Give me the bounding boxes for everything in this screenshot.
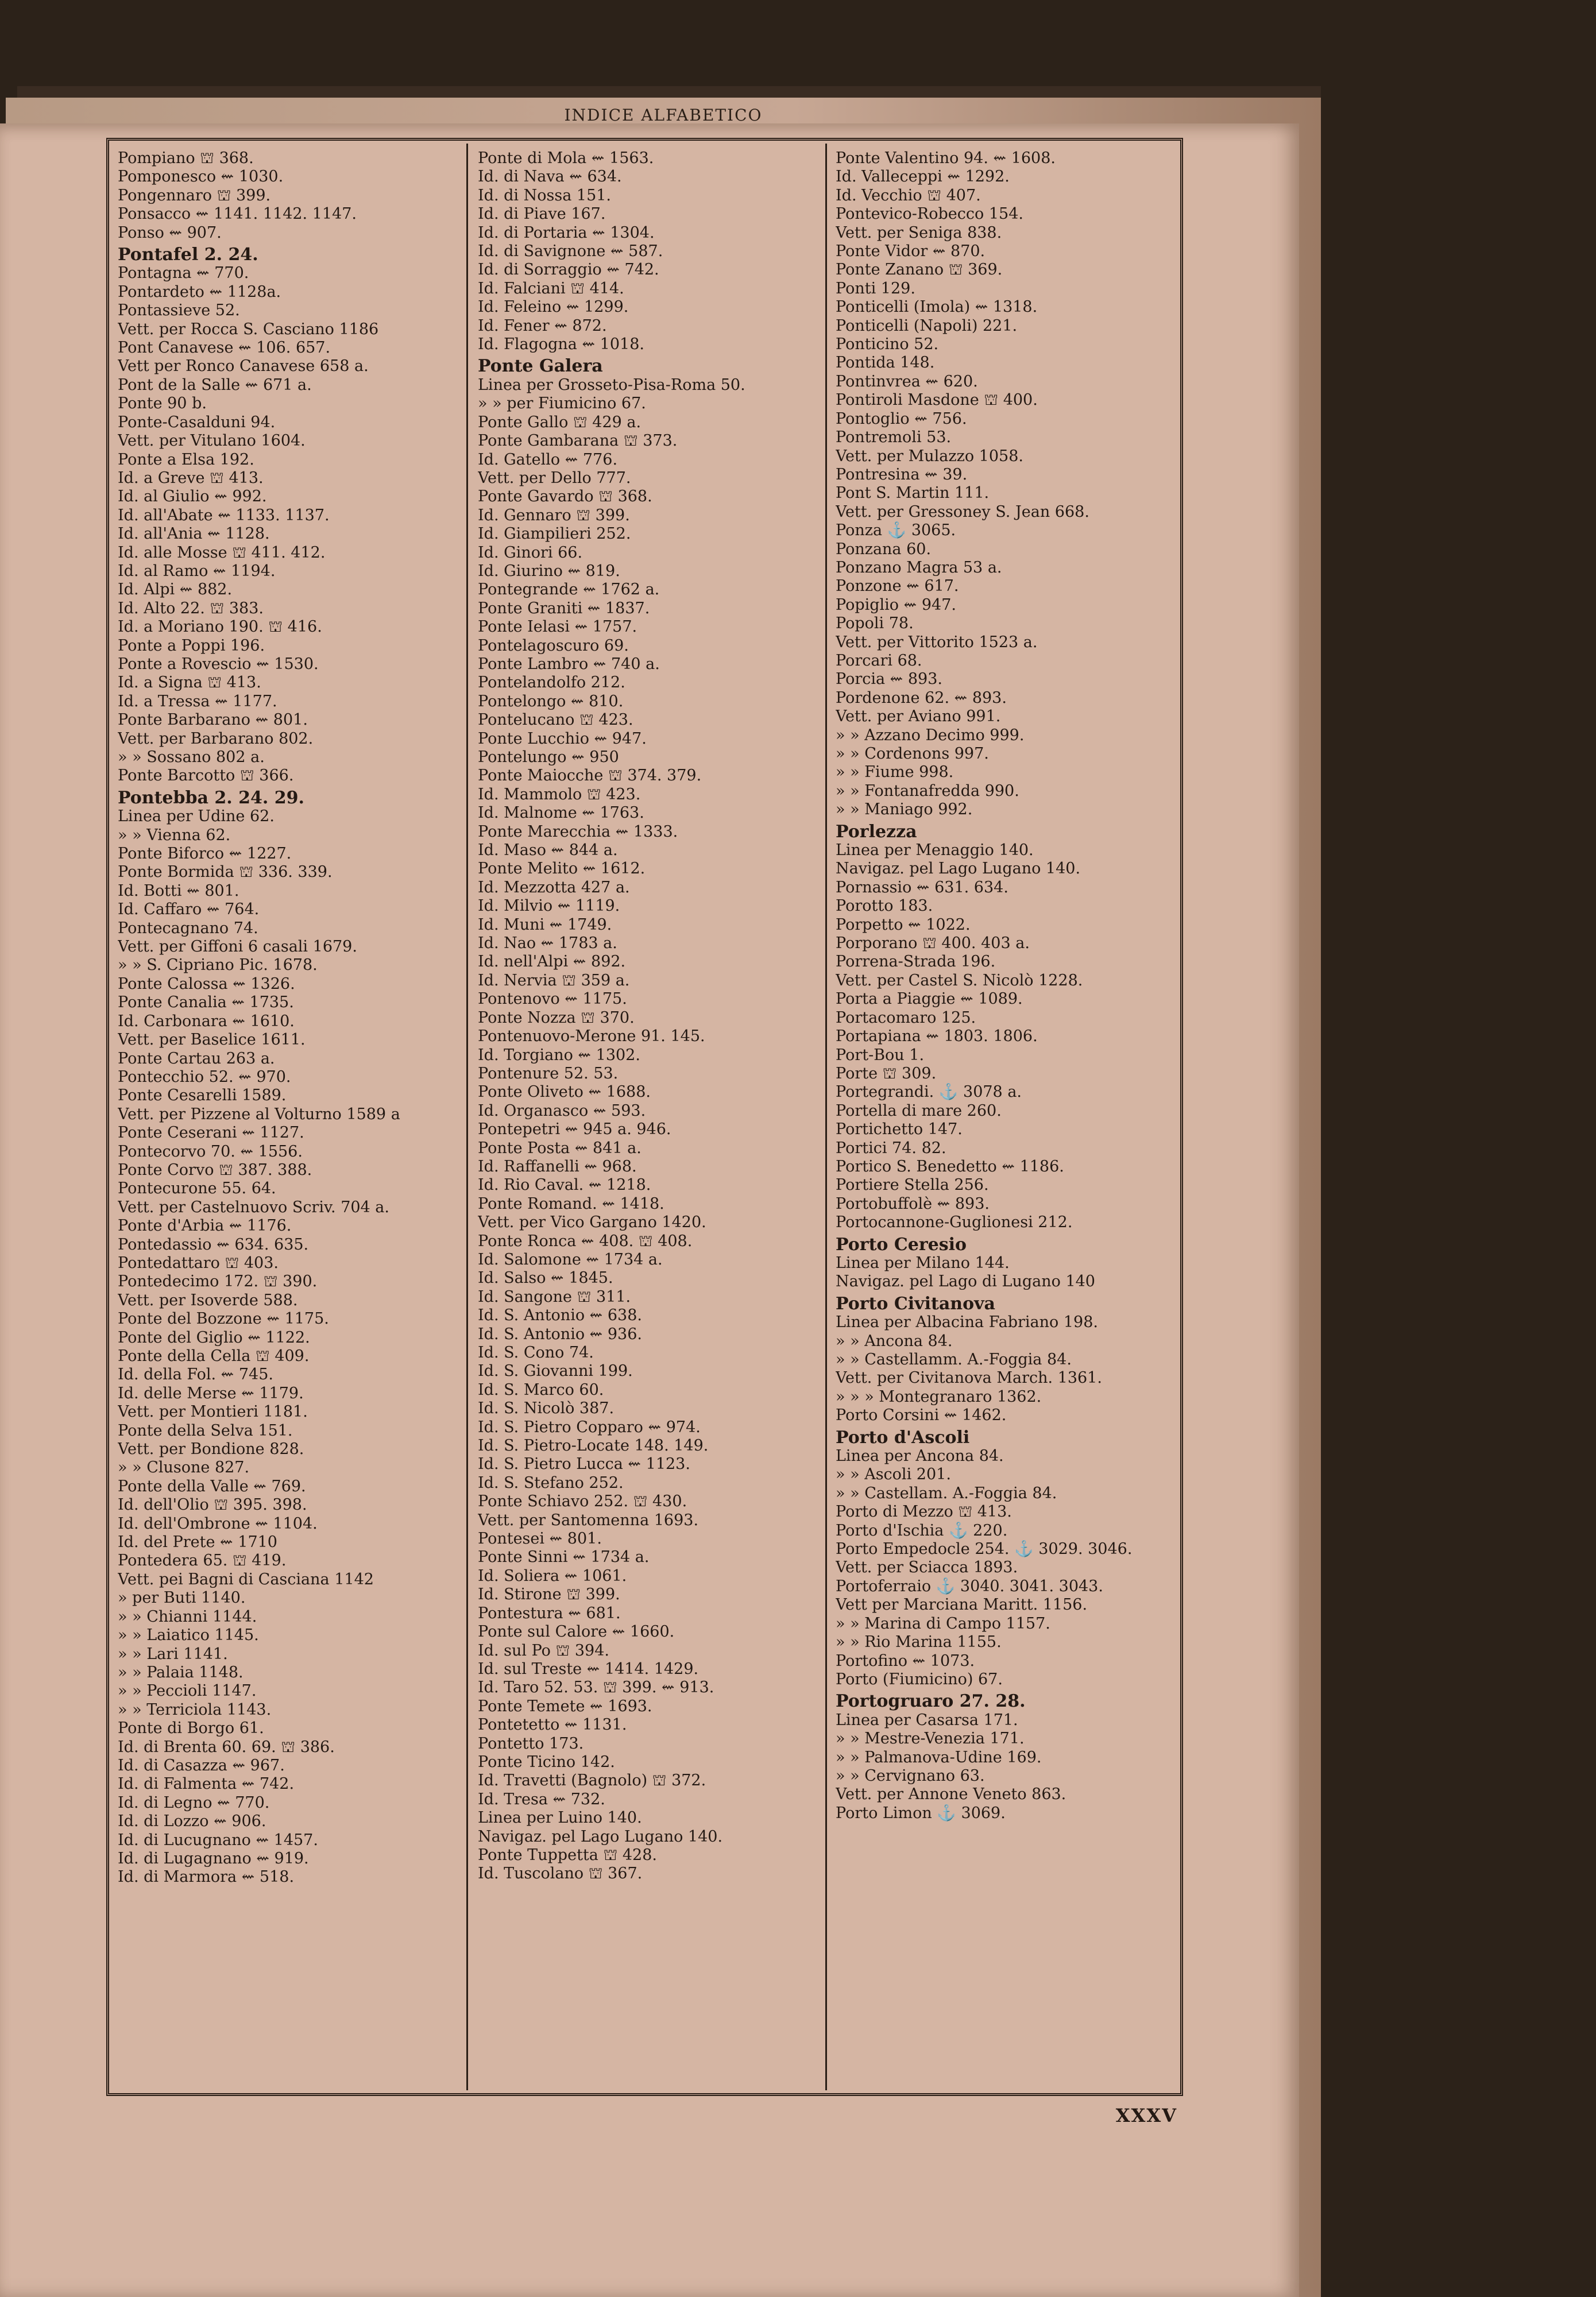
running-head: INDICE ALFABETICO (564, 106, 763, 125)
index-heading: Portogruaro 27. 28. (836, 1692, 1026, 1711)
index-entry: Ponzone ⇜ 617. (836, 577, 959, 595)
index-entry: Pontresina ⇜ 39. (836, 465, 968, 484)
index-entry: Vett. per Castelnuovo Scriv. 704 a. (118, 1198, 389, 1216)
index-entry: Id. S. Antonio ⇜ 638. (478, 1306, 642, 1325)
index-entry: Vett. per Annone Veneto 863. (836, 1785, 1066, 1804)
index-entry: Porrena-Strada 196. (836, 953, 996, 971)
index-entry: Id. di Marmora ⇜ 518. (118, 1868, 295, 1886)
index-entry: » » Cervignano 63. (836, 1766, 985, 1785)
index-entry: Pontetetto ⇜ 1131. (478, 1716, 627, 1734)
index-entry: Vett. per Pizzene al Volturno 1589 a (118, 1105, 400, 1123)
index-entry: Id. Torgiano ⇜ 1302. (478, 1046, 640, 1064)
index-entry: Ponte a Elsa 192. (118, 450, 254, 469)
index-entry: Porporano ⛫ 400. 403 a. (836, 934, 1030, 953)
index-entry: Linea per Menaggio 140. (836, 841, 1034, 860)
index-entry: » » Mestre-Venezia 171. (836, 1730, 1025, 1748)
index-entry: Id. Fener ⇜ 872. (478, 316, 607, 335)
index-entry: Ponte Temete ⇜ 1693. (478, 1697, 652, 1715)
index-entry: » » Peccioli 1147. (118, 1682, 257, 1700)
index-entry: Id. Stirone ⛫ 399. (478, 1586, 620, 1604)
index-entry: » » Azzano Decimo 999. (836, 726, 1025, 744)
index-entry: Id. a Tressa ⇜ 1177. (118, 692, 277, 710)
index-entry: Porto (Fiumicino) 67. (836, 1670, 1003, 1688)
column-rule (825, 144, 827, 2090)
index-entry: » » Maniago 992. (836, 801, 973, 819)
index-entry: Id. di Falmenta ⇜ 742. (118, 1775, 295, 1793)
index-entry: Ponte del Bozzone ⇜ 1175. (118, 1310, 329, 1328)
index-entry: Id. Salomone ⇜ 1734 a. (478, 1250, 663, 1269)
index-entry: Vett. per Montieri 1181. (118, 1403, 308, 1421)
index-entry: Pontedera 65. ⛫ 419. (118, 1552, 287, 1570)
index-entry: Ponso ⇜ 907. (118, 223, 222, 242)
index-entry: Porto Empedocle 254. ⚓ 3029. 3046. (836, 1540, 1133, 1559)
index-entry: Ponte Lucchio ⇜ 947. (478, 729, 647, 748)
index-entry: Ponte Schiavo 252. ⛫ 430. (478, 1492, 687, 1511)
index-entry: Ponte Ticino 142. (478, 1753, 615, 1771)
index-entry: Vett. per Bondione 828. (118, 1440, 304, 1459)
index-entry: Porpetto ⇜ 1022. (836, 915, 971, 934)
index-entry: Id. Flagogna ⇜ 1018. (478, 335, 644, 354)
index-entry: Id. S. Pietro Copparo ⇜ 974. (478, 1418, 701, 1436)
index-entry: » » Castellamm. A.-Foggia 84. (836, 1351, 1072, 1368)
index-entry: Pontenovo ⇜ 1175. (478, 990, 627, 1008)
index-entry: Porcari 68. (836, 651, 922, 670)
index-entry: Portofino ⇜ 1073. (836, 1652, 975, 1670)
index-entry: Portobuffolè ⇜ 893. (836, 1194, 990, 1213)
index-entry: Vett per Ronco Canavese 658 a. (118, 357, 369, 376)
index-entry: » » Vienna 62. (118, 826, 231, 844)
index-entry: Id. Organasco ⇜ 593. (478, 1101, 646, 1120)
index-entry: Id. di Piave 167. (478, 205, 606, 223)
index-entry: Pont Canavese ⇜ 106. 657. (118, 339, 331, 357)
index-entry: Pontenure 52. 53. (478, 1064, 619, 1082)
index-entry: Id. Travetti (Bagnolo) ⛫ 372. (478, 1772, 706, 1790)
index-entry: Id. Feleino ⇜ 1299. (478, 298, 629, 316)
index-entry: » » Terriciola 1143. (118, 1700, 272, 1719)
index-entry: Vett. per Aviano 991. (836, 707, 1001, 726)
index-entry: Ponte d'Arbia ⇜ 1176. (118, 1217, 292, 1235)
index-entry: Id. Carbonara ⇜ 1610. (118, 1012, 295, 1030)
index-entry: Id. Nao ⇜ 1783 a. (478, 934, 617, 953)
index-entry: Pontassieve 52. (118, 301, 240, 320)
index-entry: Id. di Lozzo ⇜ 906. (118, 1812, 266, 1831)
index-entry: Vett. per Giffoni 6 casali 1679. (118, 938, 357, 956)
index-entry: Pontelongo ⇜ 810. (478, 692, 624, 710)
index-entry: Pontetto 173. (478, 1734, 584, 1753)
index-entry: Id. Mammolo ⛫ 423. (478, 785, 641, 803)
index-entry: Linea per Udine 62. (118, 807, 275, 826)
index-entry: Pordenone 62. ⇜ 893. (836, 689, 1007, 707)
index-entry: Id. Mezzotta 427 a. (478, 878, 630, 896)
index-entry: Portichetto 147. (836, 1120, 963, 1139)
index-heading: Ponte Galera (478, 357, 603, 376)
index-entry: Id. della Fol. ⇜ 745. (118, 1366, 273, 1384)
index-entry: » » Palaia 1148. (118, 1663, 244, 1681)
index-entry: Portocannone-Guglionesi 212. (836, 1213, 1073, 1232)
index-entry: Id. S. Pietro Lucca ⇜ 1123. (478, 1455, 690, 1474)
index-entry: Id. Malnome ⇜ 1763. (478, 804, 644, 822)
index-entry: » » Ascoli 201. (836, 1465, 951, 1484)
index-entry: » » Sossano 802 a. (118, 748, 265, 766)
index-entry: Ponte Cartau 263 a. (118, 1049, 275, 1068)
index-entry: Id. Gatello ⇜ 776. (478, 450, 618, 469)
index-entry: Ponte di Borgo 61. (118, 1719, 264, 1738)
index-entry: Ponte del Giglio ⇜ 1122. (118, 1328, 310, 1347)
index-entry: Id. S. Nicolò 387. (478, 1399, 615, 1418)
index-entry: Pontelandolfo 212. (478, 674, 625, 692)
index-entry: Ponte Graniti ⇜ 1837. (478, 599, 650, 617)
index-entry: Portici 74. 82. (836, 1139, 946, 1157)
index-entry: Vett. pei Bagni di Casciana 1142 (118, 1570, 374, 1588)
index-entry: » » S. Cipriano Pic. 1678. (118, 956, 318, 975)
index-entry: Id. Alto 22. ⛫ 383. (118, 599, 264, 617)
index-entry: Id. Gennaro ⛫ 399. (478, 506, 630, 524)
index-entry: Pontedecimo 172. ⛫ 390. (118, 1273, 318, 1291)
index-entry: Id. Nervia ⛫ 359 a. (478, 971, 630, 989)
index-entry: Navigaz. pel Lago di Lugano 140 (836, 1273, 1095, 1291)
index-entry: Ponte Gambarana ⛫ 373. (478, 432, 678, 450)
index-entry: Vett. per Sciacca 1893. (836, 1559, 1018, 1577)
index-entry: Vett. per Gressoney S. Jean 668. (836, 502, 1089, 521)
index-entry: Ponte Maiocche ⛫ 374. 379. (478, 767, 702, 785)
index-entry: Pontestura ⇜ 681. (478, 1604, 621, 1622)
index-entry: Id. S. Pietro-Locate 148. 149. (478, 1437, 709, 1455)
index-entry: Ponte a Rovescio ⇜ 1530. (118, 655, 319, 673)
index-entry: Id. Muni ⇜ 1749. (478, 915, 612, 934)
index-entry: Pontecurone 55. 64. (118, 1180, 276, 1198)
index-heading: Pontebba 2. 24. 29. (118, 788, 304, 808)
index-entry: » » Fiume 998. (836, 763, 954, 782)
index-entry: Ponte Barcotto ⛫ 366. (118, 767, 294, 785)
index-entry: » » Laiatico 1145. (118, 1626, 259, 1645)
index-entry: Vett. per Castel S. Nicolò 1228. (836, 971, 1083, 989)
index-entry: Id. Tuscolano ⛫ 367. (478, 1865, 643, 1883)
index-entry: Porto d'Ischia ⚓ 220. (836, 1521, 1008, 1540)
index-entry: Navigaz. pel Lago Lugano 140. (836, 860, 1081, 878)
index-entry: Id. Caffaro ⇜ 764. (118, 900, 260, 919)
index-entry: » » Cordenons 997. (836, 745, 989, 763)
index-entry: Id. Ginori 66. (478, 543, 583, 562)
index-entry: Id. di Legno ⇜ 770. (118, 1793, 270, 1812)
index-entry: Vett. per Vittorito 1523 a. (836, 633, 1038, 651)
index-entry: Linea per Ancona 84. (836, 1447, 1004, 1465)
index-entry: Pontecchio 52. ⇜ 970. (118, 1068, 291, 1086)
index-entry: Porto di Mezzo ⛫ 413. (836, 1503, 1012, 1521)
index-entry: Porto Corsini ⇜ 1462. (836, 1406, 1007, 1425)
index-entry: Id. Soliera ⇜ 1061. (478, 1567, 627, 1585)
index-entry: Ponticelli (Napoli) 221. (836, 316, 1018, 335)
index-entry: Id. S. Antonio ⇜ 936. (478, 1325, 642, 1343)
index-entry: Pontegrande ⇜ 1762 a. (478, 581, 660, 599)
index-entry: Id. nell'Alpi ⇜ 892. (478, 953, 626, 971)
index-entry: Pontecorvo 70. ⇜ 1556. (118, 1142, 303, 1161)
index-entry: Ponte Calossa ⇜ 1326. (118, 975, 295, 993)
index-entry: Porotto 183. (836, 897, 933, 915)
index-entry: Id. al Giulio ⇜ 992. (118, 488, 267, 506)
index-entry: Id. S. Marco 60. (478, 1380, 604, 1399)
index-entry: Pontepetri ⇜ 945 a. 946. (478, 1120, 671, 1139)
index-entry: Ponte Ronca ⇜ 408. ⛫ 408. (478, 1232, 693, 1250)
index-entry: Ponte Romand. ⇜ 1418. (478, 1194, 664, 1213)
index-entry: Ponsacco ⇜ 1141. 1142. 1147. (118, 205, 357, 223)
index-entry: Ponte della Selva 151. (118, 1421, 293, 1440)
index-entry: Vett. per Vitulano 1604. (118, 432, 306, 450)
index-entry: Pompiano ⛫ 368. (118, 149, 254, 167)
index-entry: Id. di Savignone ⇜ 587. (478, 242, 663, 261)
index-entry: Id. a Greve ⛫ 413. (118, 469, 264, 487)
index-entry: Id. di Sorraggio ⇜ 742. (478, 261, 659, 279)
index-entry: Portoferraio ⚓ 3040. 3041. 3043. (836, 1577, 1103, 1595)
index-heading: Porto Ceresio (836, 1235, 967, 1254)
index-column-3 (836, 149, 1180, 2085)
index-entry: Portella di mare 260. (836, 1101, 1002, 1120)
index-entry: Pontedattaro ⛫ 403. (118, 1254, 279, 1272)
index-entry: Vett. per Barbarano 802. (118, 729, 314, 748)
index-entry: Id. Raffanelli ⇜ 968. (478, 1157, 637, 1175)
index-entry: Id. Falciani ⛫ 414. (478, 279, 624, 297)
index-column-1 (118, 149, 462, 2085)
index-entry: Ponte sul Calore ⇜ 1660. (478, 1623, 675, 1641)
index-entry: Id. di Nossa 151. (478, 186, 612, 204)
index-entry: Id. di Portaria ⇜ 1304. (478, 223, 655, 242)
index-entry: Pont S. Martin 111. (836, 484, 990, 502)
index-entry: Vett. per Isoverde 588. (118, 1291, 298, 1309)
index-entry: Portapiana ⇜ 1803. 1806. (836, 1027, 1038, 1046)
index-entry: Id. Botti ⇜ 801. (118, 881, 239, 900)
index-entry: Id. Milvio ⇜ 1119. (478, 897, 620, 915)
index-entry: Ponte-Casalduni 94. (118, 413, 276, 431)
index-entry: Id. all'Ania ⇜ 1128. (118, 525, 270, 543)
index-entry: Ponte Nozza ⛫ 370. (478, 1008, 635, 1027)
index-entry: » » Chianni 1144. (118, 1607, 257, 1626)
page-number: XXXV (1115, 2105, 1177, 2126)
index-entry: Id. delle Merse ⇜ 1179. (118, 1384, 304, 1402)
index-entry: Id. all'Abate ⇜ 1133. 1137. (118, 506, 330, 524)
index-entry: Id. alle Mosse ⛫ 411. 412. (118, 543, 326, 562)
index-entry: Pontecagnano 74. (118, 919, 258, 937)
index-entry: Vett per Marciana Maritt. 1156. (836, 1596, 1088, 1614)
index-entry: Pontida 148. (836, 354, 935, 372)
index-entry: Id. S. Giovanni 199. (478, 1362, 633, 1380)
index-entry: Id. S. Stefano 252. (478, 1474, 624, 1492)
index-entry: Ponte a Poppi 196. (118, 636, 265, 655)
index-entry: » per Buti 1140. (118, 1589, 246, 1607)
index-entry: Ponti 129. (836, 279, 915, 297)
index-entry: Ponte Lambro ⇜ 740 a. (478, 655, 660, 673)
index-entry: Ponte Marecchia ⇜ 1333. (478, 822, 678, 841)
index-entry: Id. di Casazza ⇜ 967. (118, 1756, 285, 1774)
index-entry: Pontesei ⇜ 801. (478, 1530, 602, 1548)
index-entry: » » Castellam. A.-Foggia 84. (836, 1484, 1057, 1502)
index-entry: Ponte Gavardo ⛫ 368. (478, 488, 652, 506)
index-entry: Pontagna ⇜ 770. (118, 264, 249, 283)
index-entry: Popoli 78. (836, 614, 914, 633)
index-entry: Id. sul Po ⛫ 394. (478, 1641, 610, 1660)
index-entry: Id. Salso ⇜ 1845. (478, 1269, 613, 1287)
index-entry: Vett. per Santomenna 1693. (478, 1511, 699, 1529)
index-entry: Ponte Tuppetta ⛫ 428. (478, 1846, 657, 1864)
index-entry: Ponte Ielasi ⇜ 1757. (478, 618, 637, 636)
index-entry: Id. Sangone ⛫ 311. (478, 1287, 631, 1306)
index-entry: Portiere Stella 256. (836, 1176, 989, 1194)
index-entry: Pontinvrea ⇜ 620. (836, 372, 978, 390)
index-entry: Ponte Biforco ⇜ 1227. (118, 845, 292, 863)
index-entry: Id. a Moriano 190. ⛫ 416. (118, 618, 322, 636)
index-entry: Pontelagoscuro 69. (478, 636, 629, 655)
index-entry: Linea per Grosseto-Pisa-Roma 50. (478, 376, 745, 394)
index-entry: Vett. per Vico Gargano 1420. (478, 1213, 706, 1232)
index-entry: Portegrandi. ⚓ 3078 a. (836, 1083, 1022, 1101)
index-entry: Linea per Casarsa 171. (836, 1711, 1018, 1729)
index-entry: Ponte Posta ⇜ 841 a. (478, 1139, 642, 1157)
index-entry: Pontiroli Masdone ⛫ 400. (836, 391, 1038, 409)
index-entry: Vett. per Seniga 838. (836, 223, 1002, 242)
index-entry: Ponte Barbarano ⇜ 801. (118, 711, 308, 729)
index-entry: Pontoglio ⇜ 756. (836, 409, 967, 428)
index-entry: Ponte Gallo ⛫ 429 a. (478, 413, 642, 431)
index-entry: Id. del Prete ⇜ 1710 (118, 1533, 277, 1552)
index-entry: Ponza ⚓ 3065. (836, 521, 956, 540)
index-entry: » » Lari 1141. (118, 1645, 228, 1663)
index-entry: Linea per Milano 144. (836, 1254, 1010, 1272)
index-entry: Vett. per Baselice 1611. (118, 1031, 306, 1049)
index-entry: Porta a Piaggie ⇜ 1089. (836, 990, 1023, 1008)
index-entry: Id. Maso ⇜ 844 a. (478, 841, 618, 860)
index-entry: » » Clusone 827. (118, 1459, 250, 1477)
index-entry: Ponte Oliveto ⇜ 1688. (478, 1083, 651, 1101)
index-entry: Linea per Albacina Fabriano 198. (836, 1313, 1098, 1332)
index-entry: Pontardeto ⇜ 1128a. (118, 283, 281, 301)
index-entry: Portacomaro 125. (836, 1008, 976, 1027)
index-entry: Id. Taro 52. 53. ⛫ 399. ⇜ 913. (478, 1679, 714, 1697)
index-entry: Ponzano Magra 53 a. (836, 558, 1002, 577)
index-entry: Id. sul Treste ⇜ 1414. 1429. (478, 1660, 699, 1678)
index-entry: Porte ⛫ 309. (836, 1064, 937, 1082)
index-entry: Ponte Vidor ⇜ 870. (836, 242, 986, 261)
index-entry: Linea per Luino 140. (478, 1809, 642, 1827)
index-entry: » » Marina di Campo 1157. (836, 1614, 1050, 1633)
index-entry: Id. a Signa ⛫ 413. (118, 674, 261, 692)
index-entry: » » per Fiumicino 67. (478, 395, 646, 413)
index-entry: Ponte Zanano ⛫ 369. (836, 261, 1003, 279)
index-entry: Id. Rio Caval. ⇜ 1218. (478, 1176, 651, 1194)
index-entry: Id. di Lucugnano ⇜ 1457. (118, 1831, 318, 1849)
index-entry: Porcia ⇜ 893. (836, 670, 942, 689)
index-entry: Popiglio ⇜ 947. (836, 595, 956, 614)
index-entry: Pontremoli 53. (836, 428, 952, 447)
index-entry: Ponticino 52. (836, 335, 939, 354)
index-heading: Porto Civitanova (836, 1294, 995, 1314)
index-entry: Vett. per Dello 777. (478, 469, 631, 487)
index-entry: Id. di Lugagnano ⇜ 919. (118, 1849, 309, 1867)
index-entry: Pont de la Salle ⇜ 671 a. (118, 376, 312, 394)
index-entry: Id. Giampilieri 252. (478, 525, 631, 543)
index-entry: Id. al Ramo ⇜ 1194. (118, 562, 276, 580)
index-entry: Ponte Ceserani ⇜ 1127. (118, 1124, 304, 1142)
index-entry: Id. Tresa ⇜ 732. (478, 1790, 605, 1808)
index-entry: Id. Alpi ⇜ 882. (118, 581, 233, 599)
index-heading: Porlezza (836, 822, 917, 842)
index-entry: Ponte Cesarelli 1589. (118, 1086, 287, 1105)
index-entry: Pomponesco ⇜ 1030. (118, 168, 284, 186)
index-heading: Porto d'Ascoli (836, 1428, 970, 1448)
index-entry: Ponte Canalia ⇜ 1735. (118, 993, 294, 1012)
index-column-2 (478, 149, 822, 2085)
index-entry: Ponte della Valle ⇜ 769. (118, 1477, 306, 1495)
index-entry: Vett. per Mulazzo 1058. (836, 447, 1023, 465)
index-entry: Ponte Melito ⇜ 1612. (478, 860, 646, 878)
index-entry: Ponte Bormida ⛫ 336. 339. (118, 863, 333, 881)
index-entry: Navigaz. pel Lago Lugano 140. (478, 1827, 723, 1846)
index-entry: Pongennaro ⛫ 399. (118, 186, 271, 204)
index-entry: Portico S. Benedetto ⇜ 1186. (836, 1157, 1064, 1175)
index-entry: Ponte di Mola ⇜ 1563. (478, 149, 654, 167)
index-entry: Pontelucano ⛫ 423. (478, 711, 633, 729)
index-entry: » » Fontanafredda 990. (836, 782, 1019, 800)
index-entry: Id. S. Cono 74. (478, 1344, 594, 1362)
index-entry: Id. dell'Olio ⛫ 395. 398. (118, 1496, 307, 1514)
index-heading: Pontafel 2. 24. (118, 246, 258, 265)
index-entry: Port-Bou 1. (836, 1046, 925, 1064)
index-entry: Ponticelli (Imola) ⇜ 1318. (836, 298, 1038, 316)
index-entry: Id. dell'Ombrone ⇜ 1104. (118, 1514, 318, 1533)
index-entry: Ponte Sinni ⇜ 1734 a. (478, 1548, 650, 1567)
index-entry: Id. Valleceppi ⇜ 1292. (836, 168, 1010, 186)
index-entry: Vett. per Civitanova March. 1361. (836, 1369, 1102, 1387)
index-entry: Ponte Valentino 94. ⇜ 1608. (836, 149, 1056, 167)
index-entry: Pontedassio ⇜ 634. 635. (118, 1235, 309, 1254)
column-rule (466, 144, 468, 2090)
index-entry: » » » Montegranaro 1362. (836, 1387, 1042, 1406)
index-entry: Pontenuovo-Merone 91. 145. (478, 1027, 705, 1046)
index-entry: Id. di Nava ⇜ 634. (478, 168, 622, 186)
index-entry: Pontelungo ⇜ 950 (478, 748, 619, 766)
index-entry: Id. di Brenta 60. 69. ⛫ 386. (118, 1738, 335, 1756)
index-entry: Ponzana 60. (836, 540, 932, 558)
index-entry: » » Ancona 84. (836, 1332, 953, 1350)
index-entry: Vett. per Rocca S. Casciano 1186 (118, 320, 379, 338)
index-entry: Ponte 90 b. (118, 395, 207, 413)
index-entry: » » Rio Marina 1155. (836, 1633, 1002, 1652)
index-entry: Pontevico-Robecco 154. (836, 205, 1023, 223)
index-entry: Id. Vecchio ⛫ 407. (836, 186, 981, 204)
index-entry: Pornassio ⇜ 631. 634. (836, 878, 1008, 896)
index-entry: Id. Giurino ⇜ 819. (478, 562, 620, 580)
index-entry: Porto Limon ⚓ 3069. (836, 1804, 1006, 1822)
index-entry: » » Palmanova-Udine 169. (836, 1748, 1042, 1766)
index-entry: Ponte della Cella ⛫ 409. (118, 1347, 310, 1365)
index-entry: Ponte Corvo ⛫ 387. 388. (118, 1161, 312, 1179)
